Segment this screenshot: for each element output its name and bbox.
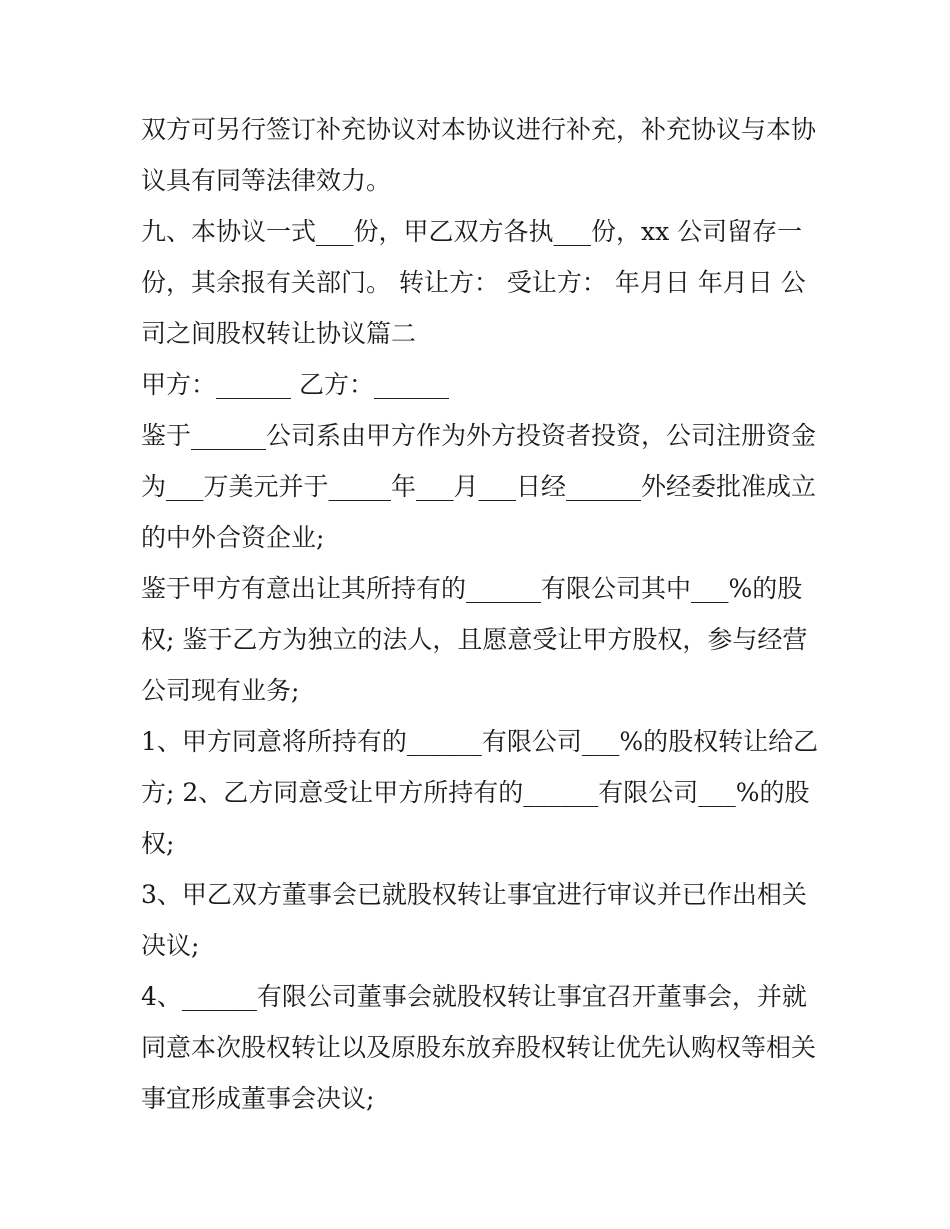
text-line: 甲方：______ 乙方：______ [141, 370, 449, 399]
text-line: 4、______有限公司董事会就股权转让事宜召开董事会，并就 [141, 982, 807, 1011]
text-line: 权; 鉴于乙方为独立的法人，且愿意受让甲方股权，参与经营 [141, 625, 808, 654]
text-line: 权; [141, 829, 175, 858]
text-line: 3、甲乙双方董事会已就股权转让事宜进行审议并已作出相关 [141, 880, 807, 909]
text-line: 决议; [141, 931, 200, 960]
text-line: 议具有同等法律效力。 [141, 166, 392, 195]
text-line: 的中外合资企业; [141, 523, 325, 552]
text-line: 份，其余报有关部门。 转让方： 受让方： 年月日 年月日 公 [141, 268, 806, 297]
text-line: 事宜形成董事会决议; [141, 1084, 375, 1113]
document-body [141, 104, 821, 1124]
text-line: 鉴于甲方有意出让其所持有的______有限公司其中___%的股 [141, 574, 803, 603]
text-line: 公司现有业务; [141, 676, 300, 705]
text-line: 为___万美元并于_____年___月___日经______外经委批准成立 [141, 472, 817, 501]
text-line: 司之间股权转让协议篇二 [141, 319, 417, 348]
text-line: 1、甲方同意将所持有的______有限公司___%的股权转让给乙 [141, 727, 819, 756]
text-line: 鉴于______公司系由甲方作为外方投资者投资，公司注册资金 [141, 421, 817, 450]
text-line: 同意本次股权转让以及原股东放弃股权转让优先认购权等相关 [141, 1033, 817, 1062]
text-line: 方; 2、乙方同意受让甲方所持有的______有限公司___%的股 [141, 778, 810, 807]
text-line: 双方可另行签订补充协议对本协议进行补充，补充协议与本协 [141, 115, 817, 144]
text-line: 九、本协议一式___份，甲乙双方各执___份，xx 公司留存一 [141, 217, 803, 246]
